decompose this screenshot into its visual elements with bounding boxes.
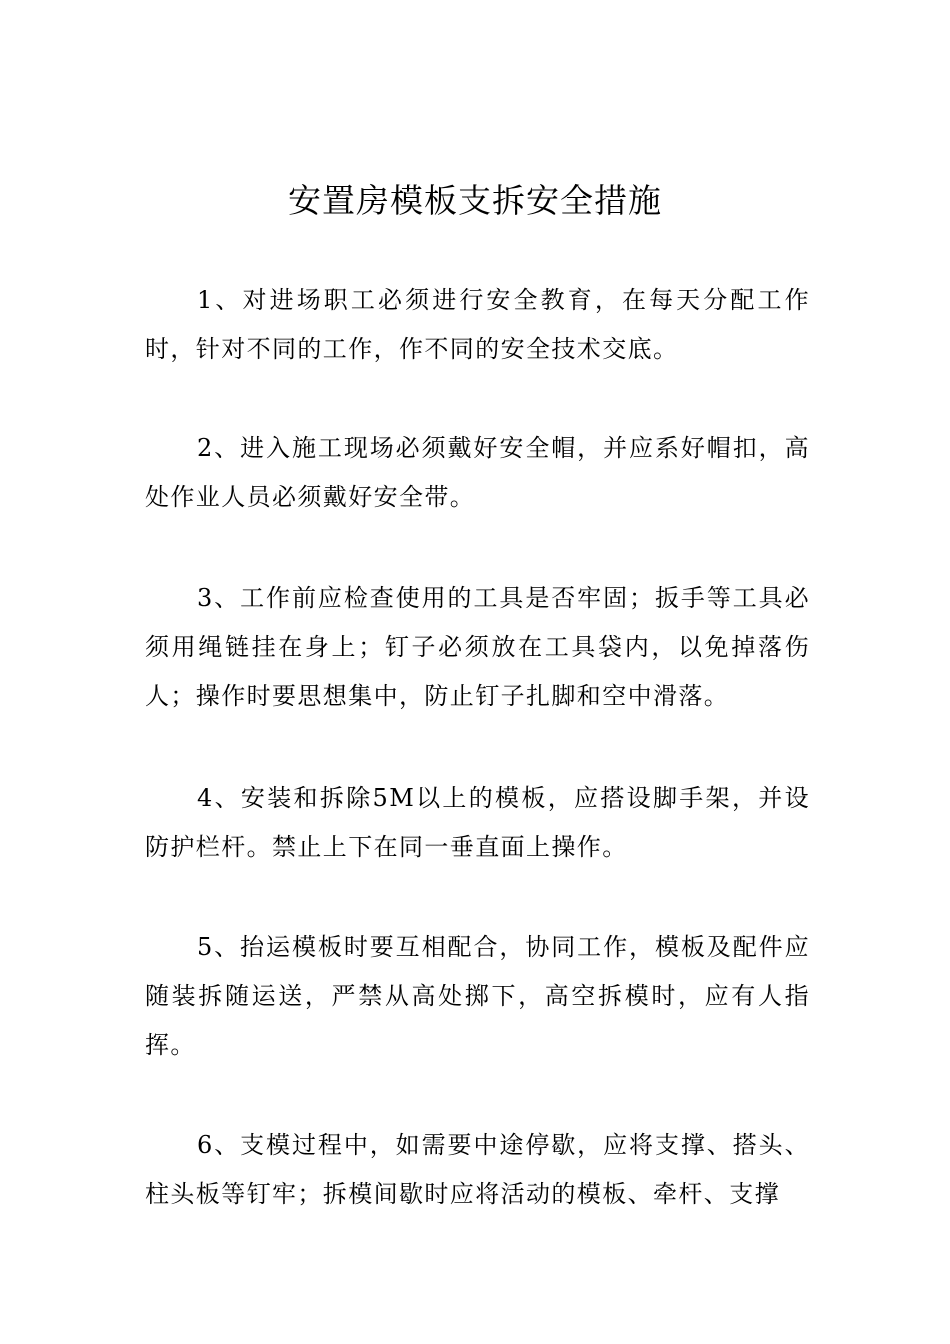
paragraph-1: 1、对进场职工必须进行安全教育，在每天分配工作时，针对不同的工作，作不同的安全技术交底。 bbox=[145, 286, 810, 363]
paragraph-4: 4、安装和拆除5M以上的模板，应搭设脚手架，并设防护栏杆。禁止上下在同一垂直面上操作。 bbox=[145, 784, 810, 861]
paragraph-6: 6、支模过程中，如需要中途停歇，应将支撑、搭头、柱头板等钉牢；拆模间歇时应将活动的模板、牵杆、支撑 bbox=[145, 1131, 810, 1208]
paragraph-5: 5、抬运模板时要互相配合，协同工作，模板及配件应随装拆随运送，严禁从高处掷下，高空拆模时，应有人指挥。 bbox=[145, 933, 810, 1059]
paragraph-2: 2、进入施工现场必须戴好安全帽，并应系好帽扣，高处作业人员必须戴好安全带。 bbox=[145, 434, 810, 511]
document-title: 安置房模板支拆安全措施 bbox=[288, 181, 662, 220]
paragraph-3: 3、工作前应检查使用的工具是否牢固；扳手等工具必须用绳链挂在身上；钉子必须放在工具袋内，以免掉落伤人；操作时要思想集中，防止钉子扎脚和空中滑落。 bbox=[145, 584, 810, 710]
